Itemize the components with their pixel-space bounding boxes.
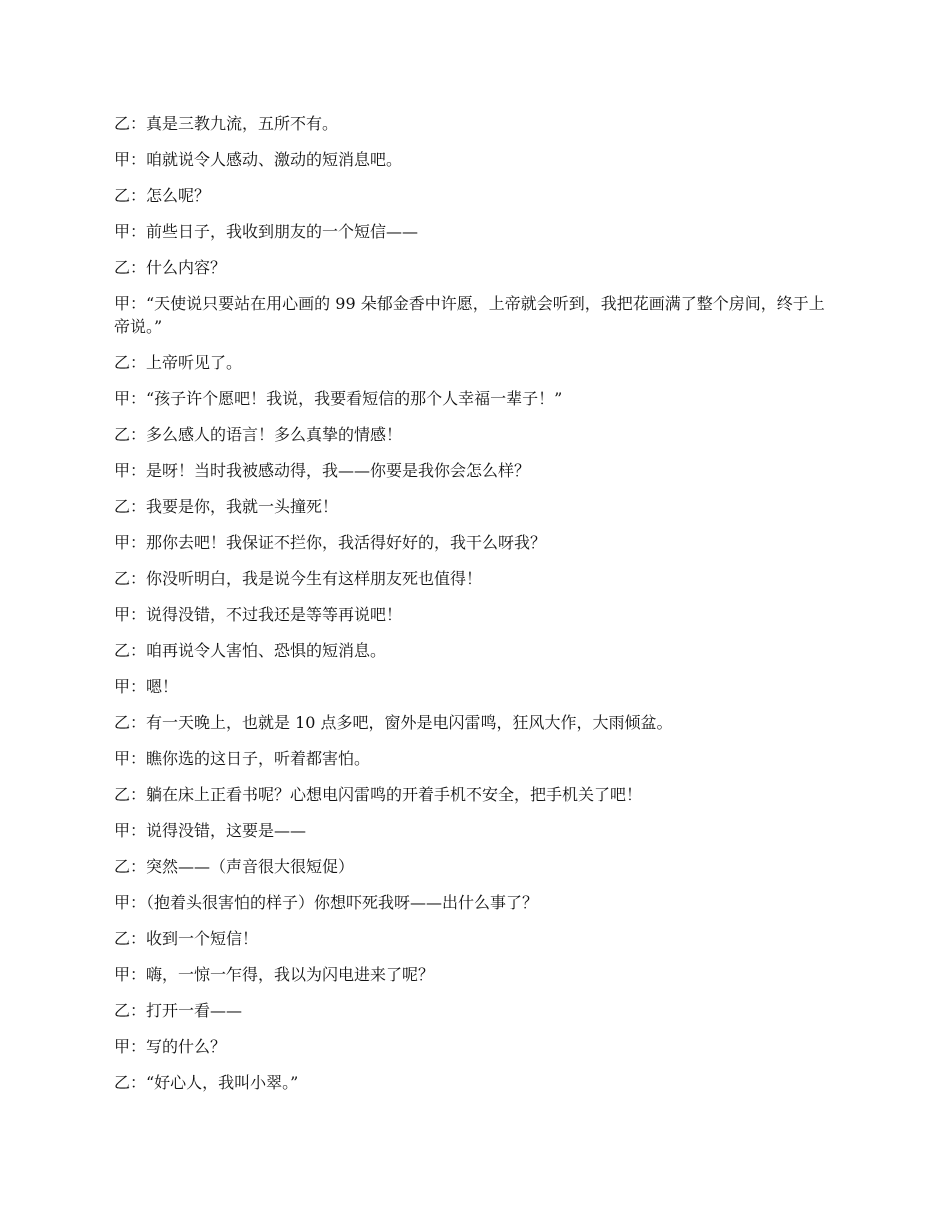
dialogue-line: 甲：前些日子，我收到朋友的一个短信—— xyxy=(114,222,419,241)
dialogue-line: 乙：有一天晚上，也就是 10 点多吧，窗外是电闪雷鸣，狂风大作，大雨倾盆。 xyxy=(114,713,673,732)
dialogue-line: 甲：嗨，一惊一乍得，我以为闪电进来了呢？ xyxy=(114,965,435,984)
dialogue-line: 乙：突然——（声音很大很短促） xyxy=(114,857,355,876)
dialogue-line: 甲：是呀！当时我被感动得，我——你要是我你会怎么样？ xyxy=(114,461,531,480)
dialogue-line: 甲：“天使说只要站在用心画的 99 朵郁金香中许愿，上帝就会听到，我把花画满了整个房间，终于上帝说。” xyxy=(114,294,825,336)
dialogue-line: 甲：说得没错，这要是—— xyxy=(114,821,307,840)
dialogue-line: 乙：躺在床上正看书呢？心想电闪雷鸣的开着手机不安全，把手机关了吧！ xyxy=(114,785,643,804)
dialogue-line: 甲：那你去吧！我保证不拦你，我活得好好的，我干么呀我？ xyxy=(114,533,547,552)
dialogue-line: 乙：我要是你，我就一头撞死！ xyxy=(114,497,339,516)
dialogue-line: 乙：“好心人，我叫小翠。” xyxy=(114,1073,299,1092)
dialogue-line: 甲：说得没错，不过我还是等等再说吧！ xyxy=(114,605,403,624)
dialogue-line: 甲：写的什么？ xyxy=(114,1037,227,1056)
dialogue-line: 乙：多么感人的语言！多么真挚的情感！ xyxy=(114,425,403,444)
dialogue-line: 乙：上帝听见了。 xyxy=(114,353,243,372)
dialogue-line: 乙：咱再说令人害怕、恐惧的短消息。 xyxy=(114,641,387,660)
dialogue-line: 甲：瞧你选的这日子，听着都害怕。 xyxy=(114,749,371,768)
dialogue-line: 甲：嗯！ xyxy=(114,677,179,696)
dialogue-line: 甲：咱就说令人感动、激动的短消息吧。 xyxy=(114,150,403,169)
dialogue-line: 甲：（抱着头很害怕的样子）你想吓死我呀——出什么事了？ xyxy=(114,893,539,912)
dialogue-line: 乙：什么内容？ xyxy=(114,258,227,277)
dialogue-line: 乙：真是三教九流，五所不有。 xyxy=(114,114,339,133)
dialogue-line: 乙：你没听明白，我是说今生有这样朋友死也值得！ xyxy=(114,569,483,588)
dialogue-line: 甲：“孩子许个愿吧！我说，我要看短信的那个人幸福一辈子！” xyxy=(114,389,563,408)
dialogue-line: 乙：打开一看—— xyxy=(114,1001,243,1020)
dialogue-line: 乙：怎么呢？ xyxy=(114,186,211,205)
dialogue-line: 乙：收到一个短信！ xyxy=(114,929,259,948)
